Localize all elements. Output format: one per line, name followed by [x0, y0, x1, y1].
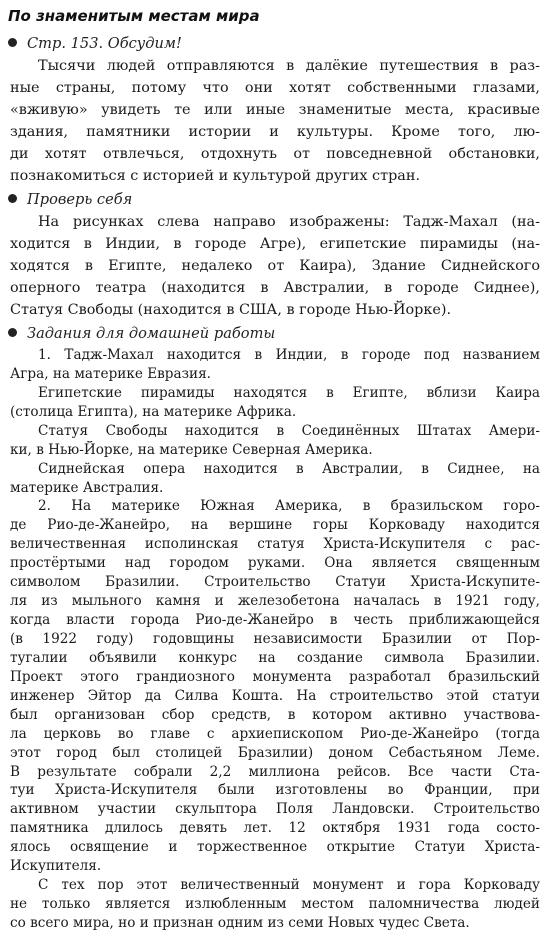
- text-line: памятника длилось девять лет. 12 октября 1931 года состо-: [10, 820, 540, 836]
- text-line: величественная исполинская статуя Христа-Искупителя с рас-: [10, 536, 540, 552]
- text-line: этот город был столицей Бразилии) доном Себастьяном Леме.: [10, 745, 540, 761]
- bullet-icon: [8, 194, 17, 203]
- text-line: материке Австралия.: [10, 480, 164, 496]
- text-line: (в 1922 году) годовщины независимости Бразилии от Пор-: [10, 631, 540, 647]
- section-heading-text: Задания для домашней работы: [27, 325, 276, 342]
- text-line: тугалии объявили конкурс на создание символа Бразилии.: [10, 650, 540, 666]
- bullet-icon: [8, 38, 17, 47]
- text-line: простёртыми над городом руками. Она является священным: [10, 555, 540, 571]
- text-line: В результате собрали 2,2 миллиона рейсов. Все части Ста-: [10, 764, 540, 780]
- text-line: Статуя Свободы находится в Соединённых Штатах Амери-: [38, 423, 540, 439]
- bullet-icon: [8, 328, 17, 337]
- text-line: ходятся в Египте, недалеко от Каира), Здание Сиднейского: [10, 258, 540, 274]
- text-line: когда власти города Рио-де-Жанейро в честь приближающейся: [10, 612, 540, 628]
- text-line: был организован сбор средств, в котором активно участвова-: [10, 707, 540, 723]
- text-line: ялось освящение и торжественное открытие Статуи Христа-: [10, 839, 540, 855]
- text-line: Сиднейская опера находится в Австралии, в Сиднее, на: [38, 461, 540, 477]
- text-line: Искупителя.: [10, 858, 102, 874]
- text-line: активном участии скульптора Поля Ландовски. Строительство: [10, 801, 540, 817]
- text-line: символом Бразилии. Строительство Статуи Христа-Искупите-: [10, 574, 540, 590]
- text-line: 1. Тадж-Махал находится в Индии, в городе под названием: [38, 347, 540, 363]
- page-title: По знаменитым местам мира: [8, 7, 260, 25]
- text-line: не только является излюбленным местом паломничества людей: [10, 896, 540, 912]
- text-line: Проект этого грандиозного монумента разработал бразильский: [10, 669, 540, 685]
- text-line: Тысячи людей отправляются в далёкие путешествия в раз-: [38, 58, 540, 74]
- text-line: оперного театра (находится в Австралии, в городе Сиднее),: [10, 280, 540, 296]
- text-line: (столица Египта), на материке Африка.: [10, 404, 297, 420]
- section-heading-discuss: [8, 33, 182, 54]
- text-line: ля из мыльного камня и железобетона началась в 1921 году,: [10, 593, 540, 609]
- text-line: На рисунках слева направо изображены: Тадж-Махал (на-: [38, 214, 540, 230]
- text-line: туи Христа-Искупителя были изготовлены во Франции, при: [10, 782, 540, 798]
- section-heading-text: Стр. 153. Обсудим!: [27, 35, 182, 52]
- text-line: «вживую» увидеть те или иные знаменитые места, красивые: [10, 102, 540, 118]
- text-line: здания, памятники истории и культуры. Кроме того, лю-: [10, 124, 540, 140]
- text-line: 2. На материке Южная Америка, в бразильском горо-: [38, 498, 540, 514]
- text-line: ные страны, потому что они хотят собственными глазами,: [10, 80, 540, 96]
- text-line: Статуя Свободы (находится в США, в городе Нью-Йорке).: [10, 302, 452, 318]
- text-line: ходится в Индии, в городе Агре), египетские пирамиды (на-: [10, 236, 540, 252]
- text-line: познакомиться с историей и культурой других стран.: [10, 168, 421, 184]
- text-line: де Рио-де-Жанейро, на вершине горы Корковаду находится: [10, 517, 540, 533]
- text-line: Агра, на материке Евразия.: [10, 366, 211, 382]
- text-line: ди хотят отвлечься, отдохнуть от повседневной обстановки,: [10, 146, 540, 162]
- text-line: С тех пор этот величественный монумент и гора Корковаду: [38, 877, 540, 893]
- text-line: Египетские пирамиды находятся в Египте, вблизи Каира: [38, 385, 540, 401]
- section-heading-homework: [8, 323, 275, 344]
- section-heading-check-yourself: [8, 189, 132, 210]
- text-line: инженер Эйтор да Силва Кошта. На строительство этой статуи: [10, 688, 540, 704]
- text-line: ла церковь во главе с архиепископом Рио-де-Жанейро (тогда: [10, 726, 540, 742]
- text-line: ки, в Нью-Йорке, на материке Северная Америка.: [10, 442, 373, 458]
- section-heading-text: Проверь себя: [27, 191, 133, 208]
- text-line: со всего мира, но и признан одним из семи Новых чудес Света.: [10, 915, 470, 931]
